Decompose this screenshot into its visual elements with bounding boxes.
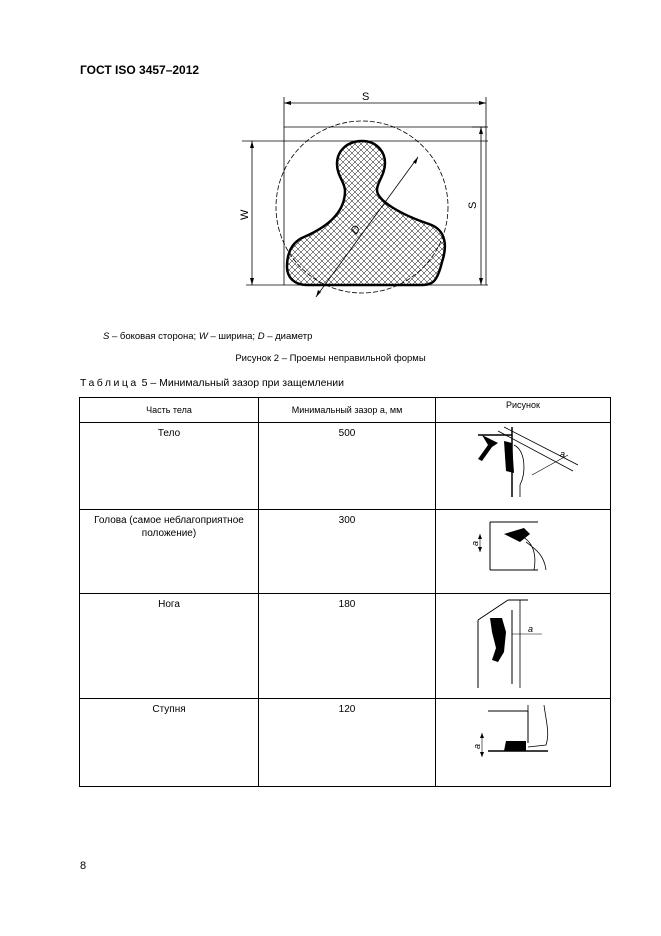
table-title-word: Таблица [80,377,139,389]
legend-s-symbol: S [103,331,110,342]
legend-d-text: – диаметр [264,331,313,342]
gap-value: 180 [338,599,356,610]
page-number: 8 [80,860,87,872]
body-part-text: Тело [157,428,181,439]
gap-cell [259,699,436,787]
legend-d-symbol: D [257,331,265,342]
body-part-cell [80,699,259,787]
table-row [80,594,611,699]
table-row [80,423,611,510]
body-gap-icon [468,425,578,497]
body-part-text: Голова (самое неблагоприятное положение) [94,515,244,539]
legend-s-text: – боковая сторона; [109,331,199,342]
table-header-row [80,398,611,423]
figure-label-a: a [528,624,534,634]
body-part-cell [80,594,259,699]
body-part-cell [80,510,259,594]
gap-value: 120 [338,704,356,715]
head-gap-icon [468,512,578,584]
legend-w-text: – ширина; [207,331,258,342]
body-part-text: Нога [158,599,180,610]
header-figure-text: Рисунок [506,400,540,410]
figure-label-a: a [560,449,566,459]
table-title [80,377,344,389]
foot-gap-icon [468,701,578,773]
min-gap-table [79,397,611,787]
gap-cell [259,423,436,510]
table-title-rest: 5 – Минимальный зазор при защемлении [138,377,345,389]
header-min-gap [259,398,436,423]
figure-caption: Рисунок 2 – Проемы неправильной формы [235,353,426,364]
gap-value: 500 [338,428,356,439]
leg-gap-icon [468,596,578,688]
legend-w-symbol: W [198,331,208,342]
dimension-w: W [239,209,251,220]
gap-cell [259,510,436,594]
table-row [80,699,611,787]
irregular-opening-figure [232,87,492,297]
dimension-s-right: S [467,201,479,209]
body-part-cell [80,423,259,510]
figure-cell [436,699,611,787]
header-min-gap-text: Минимальный зазор a, мм [291,405,403,415]
figure-legend [103,331,312,342]
figure-label-a: a [472,743,482,749]
figure-label-a: a [470,540,480,546]
header-body-part [80,398,259,423]
header-body-part-text: Часть тела [146,405,192,415]
figure-cell [436,594,611,699]
dimension-s-top: S [362,91,370,103]
header-figure [436,398,611,423]
figure-cell [436,423,611,510]
table-row [80,510,611,594]
gap-value: 300 [338,515,356,526]
dimension-d: D [348,223,364,237]
figure-cell [436,510,611,594]
gap-cell [259,594,436,699]
body-part-text: Ступня [152,704,186,715]
document-header: ГОСТ ISO 3457–2012 [80,63,200,77]
